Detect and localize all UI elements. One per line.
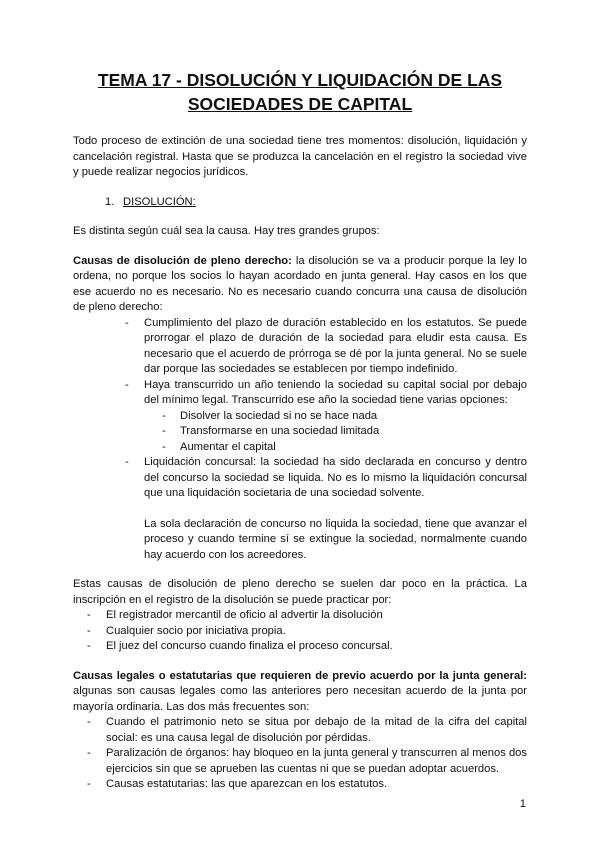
legales-paragraph: Causas legales o estatutarias que requieren de previo acuerdo por la junta general: algunas son causas legales como las anteriores pero necesitan acuerdo de la junta por mayoría ordinaria. Las dos más frecuentes son:	[73, 669, 527, 713]
concurso-note: La sola declaración de concurso no liquida la sociedad, tiene que avanzar el proceso y cuando termine sí se extingue la sociedad, normalmente cuando hay acuerdo con los acreedores.	[144, 517, 527, 561]
pleno-derecho-paragraph: Causas de disolución de pleno derecho: la disolución se va a producir porque la ley lo ordena, no porque los socios lo hayan acordado en junta general. Hay casos en los que ese acuerdo no es necesario. No es necesario cuando concurra una causa de disolución de pleno derecho:	[73, 254, 527, 313]
list-item: - Liquidación concursal: la sociedad ha sido declarada en concurso y dentro del concurso la sociedad se liquida. No es lo mismo la liquidación concursal que una liquidación societaria de una sociedad solvente.	[125, 456, 527, 499]
groups-intro: Es distinta según cuál sea la causa. Hay tres grandes grupos:	[73, 225, 380, 237]
list-item: - Aumentar el capital	[162, 440, 276, 453]
list-item: - Causas estatutarias: las que aparezcan en los estatutos.	[87, 778, 388, 790]
list-item: - El juez del concurso cuando finaliza el proceso concursal.	[87, 640, 393, 652]
pleno-derecho-heading: Causas de disolución de pleno derecho:	[73, 254, 292, 267]
capital-options-list	[144, 409, 527, 456]
intro-paragraph: Todo proceso de extinción de una sociedad tiene tres momentos: disolución, liquidación y cancelación registral. Hasta que se produzca la cancelación en el registro la sociedad vive y puede realizar negocios jurídicos.	[73, 135, 527, 178]
page-number: 1	[519, 798, 526, 810]
section-heading-disolucion: 1. DISOLUCIÓN:	[105, 195, 196, 208]
list-item: - Transformarse en una sociedad limitada	[162, 425, 380, 437]
list-item: - Haya transcurrido un año teniendo la sociedad su capital social por debajo del mínimo legal. Transcurrido ese año la sociedad tiene varias opciones: - Disolver la sociedad si no se hace nada - Transformarse en una sociedad limitada - Aumentar el capital	[73, 378, 527, 456]
pleno-derecho-list	[73, 316, 527, 502]
list-item: - Disolver la sociedad si no se hace nada	[162, 409, 378, 422]
inscripcion-paragraph: Estas causas de disolución de pleno derecho se suelen dar poco en la práctica. La inscripción en el registro de la disolución se puede practicar por:	[73, 578, 527, 606]
inscripcion-list	[73, 608, 527, 655]
legales-list	[73, 715, 527, 793]
list-item: - El registrador mercantil de oficio al advertir la disolución	[87, 609, 383, 621]
legales-heading: Causas legales o estatutarias que requieren de previo acuerdo por la junta general:	[73, 669, 527, 682]
list-item: - Cuando el patrimonio neto se situa por debajo de la mitad de la cifra del capital social: es una causa legal de disolución por pérdidas.	[87, 716, 527, 744]
list-item: - Paralización de órganos: hay bloqueo en la junta general y transcurren al menos dos ejercicios sin que se aprueben las cuentas ni que se puedan adoptar acuerdos.	[87, 747, 527, 775]
list-item: - Cumplimiento del plazo de duración establecido en los estatutos. Se puede prorrogar el plazo de duración de la sociedad para eludir esta causa. Es necesario que el acuerdo de prórroga se dé por la junta general. No se suele dar porque las sociedades se establecen por tiempo indefinido.	[125, 316, 527, 375]
document-title: TEMA 17 - DISOLUCIÓN Y LIQUIDACIÓN DE LAS SOCIEDADES DE CAPITAL	[97, 70, 503, 114]
list-item: - Cualquier socio por iniciativa propia.	[87, 624, 286, 637]
